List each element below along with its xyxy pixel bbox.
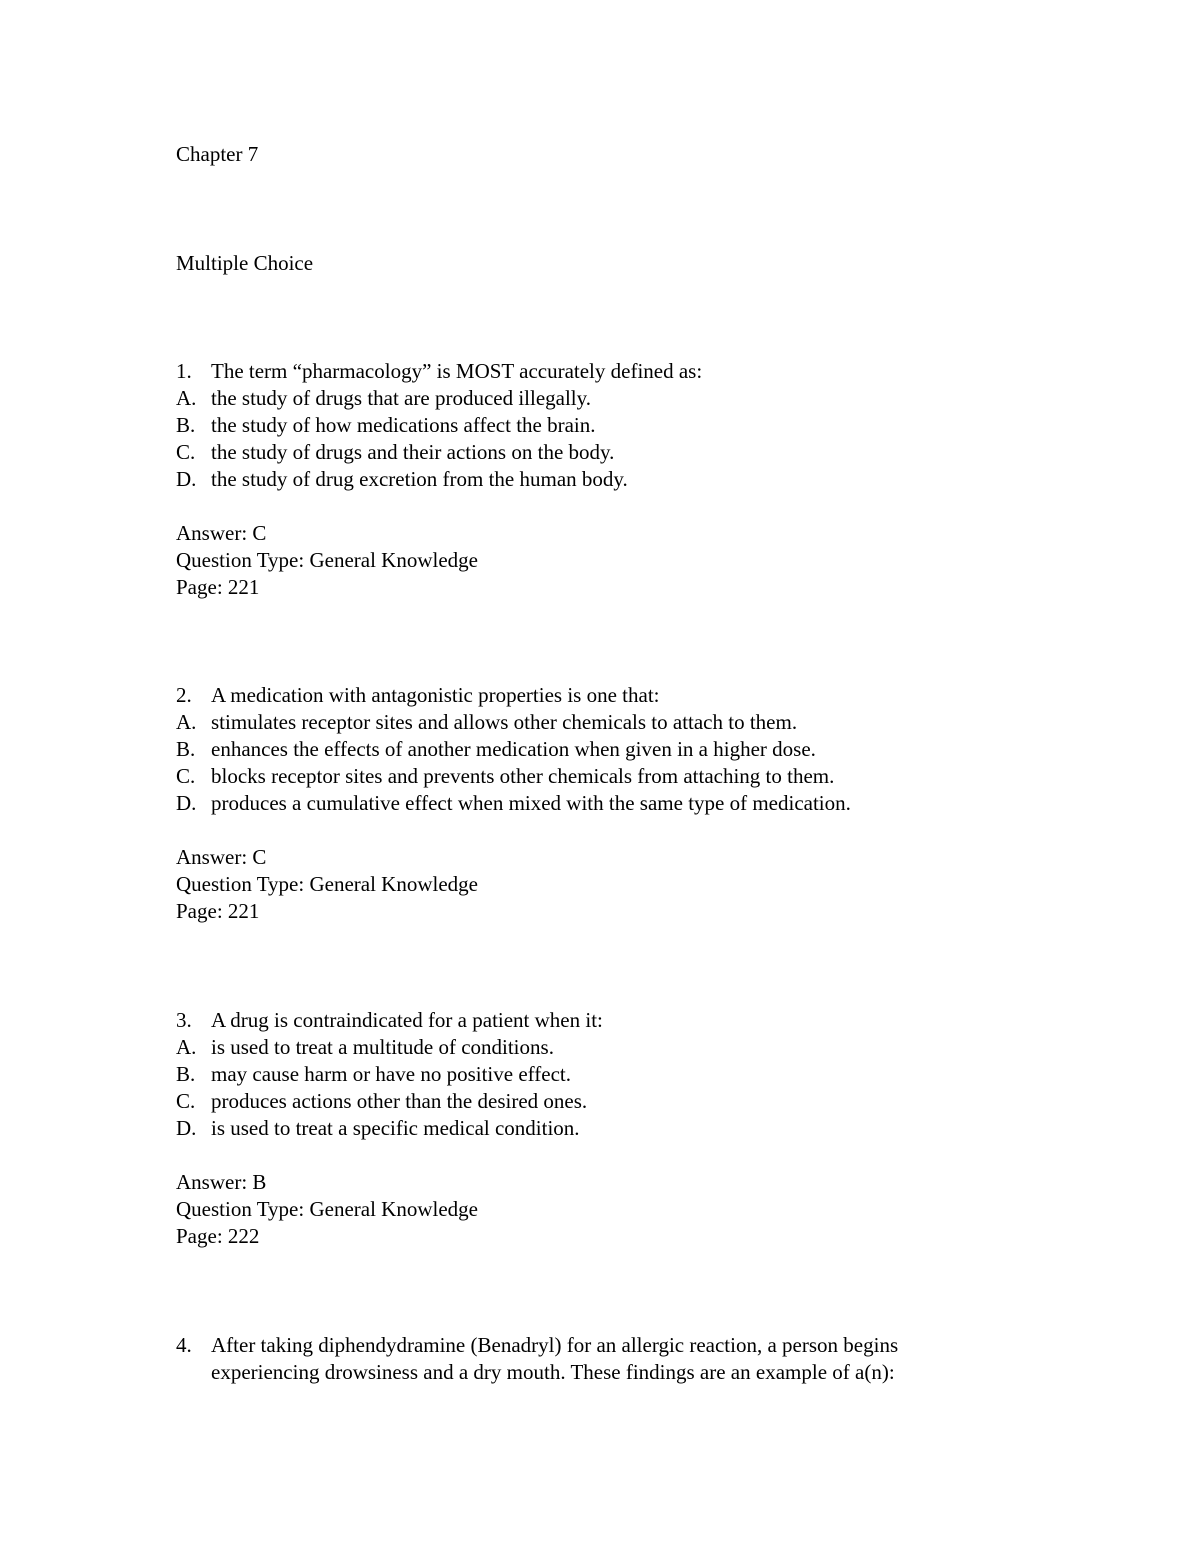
option-a — [176, 385, 1056, 412]
question-3 — [176, 1007, 1056, 1250]
question-meta — [176, 1169, 1056, 1250]
question-number: 1. — [176, 359, 192, 383]
page-value: 221 — [227, 899, 260, 923]
question-stem: The term “pharmacology” is MOST accurately defined as: — [211, 359, 703, 383]
type-line — [176, 871, 1056, 898]
option-letter: A. — [176, 1035, 197, 1059]
answer-value: C — [252, 845, 267, 869]
question-stem-row — [176, 682, 1056, 709]
option-a — [176, 709, 1056, 736]
question-number: 2. — [176, 683, 192, 707]
option-text: is used to treat a specific medical condition. — [211, 1116, 580, 1140]
option-text: the study of drugs that are produced illegally. — [211, 386, 592, 410]
page-label: Page: — [176, 575, 223, 599]
option-c — [176, 1088, 1056, 1115]
answer-label: Answer: — [176, 1170, 248, 1194]
chapter-heading: Chapter 7 — [176, 142, 259, 166]
option-letter: D. — [176, 1116, 197, 1140]
question-stem: A medication with antagonistic properties is one that: — [211, 683, 660, 707]
page-line — [176, 898, 1056, 925]
question-number: 3. — [176, 1008, 192, 1032]
type-label: Question Type: — [176, 548, 305, 572]
option-d — [176, 1115, 1056, 1142]
option-letter: C. — [176, 1089, 196, 1113]
type-line — [176, 547, 1056, 574]
option-b — [176, 412, 1056, 439]
question-stem-row — [176, 358, 1056, 385]
page-label: Page: — [176, 1224, 223, 1248]
question-2 — [176, 682, 1056, 925]
question-meta — [176, 844, 1056, 925]
page-value: 222 — [227, 1224, 260, 1248]
option-b — [176, 1061, 1056, 1088]
option-letter: A. — [176, 386, 197, 410]
question-1 — [176, 358, 1056, 601]
option-c — [176, 763, 1056, 790]
option-text: the study of drugs and their actions on the body. — [211, 440, 615, 464]
answer-line — [176, 1169, 1056, 1196]
type-value: General Knowledge — [309, 1197, 478, 1221]
page-label: Page: — [176, 899, 223, 923]
answer-value: B — [252, 1170, 267, 1194]
option-letter: B. — [176, 737, 196, 761]
type-value: General Knowledge — [309, 872, 478, 896]
option-text: produces actions other than the desired ones. — [211, 1089, 588, 1113]
option-text: enhances the effects of another medication when given in a higher dose. — [211, 737, 816, 761]
option-d — [176, 466, 1056, 493]
option-text: may cause harm or have no positive effect. — [211, 1062, 571, 1086]
question-stem: After taking diphendydramine (Benadryl) for an allergic reaction, a person begins experiencing drowsiness and a dry mouth. These findings are an example of a(n): — [211, 1333, 899, 1384]
option-letter: D. — [176, 467, 197, 491]
option-letter: C. — [176, 440, 196, 464]
question-meta — [176, 520, 1056, 601]
option-d — [176, 790, 1056, 817]
answer-line — [176, 844, 1056, 871]
page-line — [176, 574, 1056, 601]
option-a — [176, 1034, 1056, 1061]
type-label: Question Type: — [176, 872, 305, 896]
question-stem: A drug is contraindicated for a patient when it: — [211, 1008, 603, 1032]
type-label: Question Type: — [176, 1197, 305, 1221]
question-stem-row — [176, 1332, 1056, 1386]
answer-value: C — [252, 521, 267, 545]
option-text: the study of drug excretion from the human body. — [211, 467, 628, 491]
option-text: produces a cumulative effect when mixed with the same type of medication. — [211, 791, 851, 815]
option-text: is used to treat a multitude of conditions. — [211, 1035, 554, 1059]
option-letter: D. — [176, 791, 197, 815]
answer-label: Answer: — [176, 845, 248, 869]
answer-line — [176, 520, 1056, 547]
option-text: the study of how medications affect the brain. — [211, 413, 596, 437]
option-letter: C. — [176, 764, 196, 788]
option-letter: B. — [176, 413, 196, 437]
option-text: blocks receptor sites and prevents other chemicals from attaching to them. — [211, 764, 835, 788]
option-letter: A. — [176, 710, 197, 734]
option-c — [176, 439, 1056, 466]
page-value: 221 — [227, 575, 260, 599]
option-b — [176, 736, 1056, 763]
section-heading: Multiple Choice — [176, 251, 314, 275]
question-4 — [176, 1332, 1056, 1386]
option-letter: B. — [176, 1062, 196, 1086]
answer-label: Answer: — [176, 521, 248, 545]
type-value: General Knowledge — [309, 548, 478, 572]
option-text: stimulates receptor sites and allows other chemicals to attach to them. — [211, 710, 798, 734]
page-line — [176, 1223, 1056, 1250]
question-stem-row — [176, 1007, 1056, 1034]
type-line — [176, 1196, 1056, 1223]
question-number: 4. — [176, 1333, 192, 1357]
